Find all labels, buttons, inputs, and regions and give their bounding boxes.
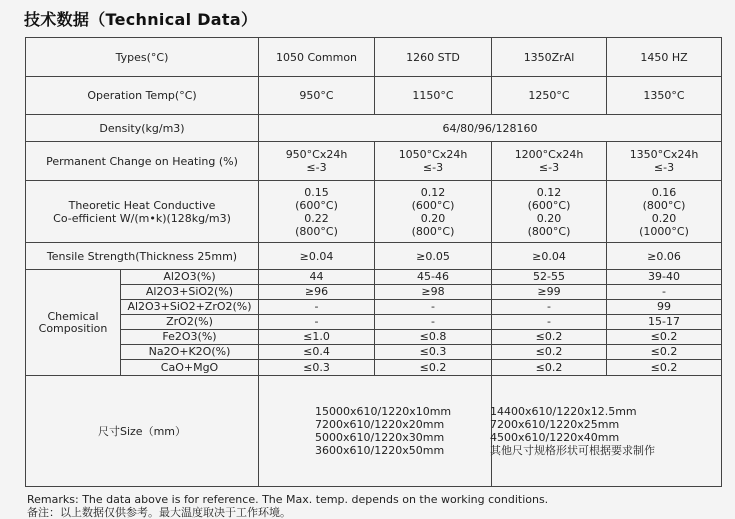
remarks-en: Remarks: The data above is for reference. The Max. temp. depends on the working conditions. [27,493,549,506]
tensile-value: ≥0.05 [375,243,492,270]
size-label: 尺寸Size（mm） [26,376,259,487]
operation-value: 950°C [259,77,375,115]
density-value: 64/80/96/128160 [259,115,722,142]
chem-row [26,360,722,376]
conductive-value: 0.12 (600°C) 0.20 (800°C) [375,181,492,243]
chem-value: 15-17 [607,315,722,330]
chem-value: ≤0.2 [492,330,607,345]
permanent-value: 1050°Cx24h ≤-3 [375,142,492,181]
permanent-value: 1200°Cx24h ≤-3 [492,142,607,181]
chem-value: ≤0.2 [607,345,722,360]
technical-data-table [25,37,722,487]
chem-row [26,345,722,360]
chem-name: ZrO2(%) [121,315,259,330]
tensile-label: Tensile Strength(Thickness 25mm) [26,243,259,270]
conductive-value: 0.16 (800°C) 0.20 (1000°C) [607,181,722,243]
permanent-value: 950°Cx24h ≤-3 [259,142,375,181]
chem-value: - [492,300,607,315]
chem-value: ≤0.3 [375,345,492,360]
chem-value: - [607,285,722,300]
size-list-right: 14400x610/1220x12.5mm 7200x610/1220x25mm 4500x610/1220x40mm 其他尺寸规格形状可根据要求制作 [490,376,720,487]
types-row [26,38,722,77]
tensile-value: ≥0.04 [492,243,607,270]
chem-value: ≤0.4 [259,345,375,360]
chem-name: Al2O3(%) [121,270,259,285]
chem-value: ≤0.2 [607,360,722,376]
density-label: Density(kg/m3) [26,115,259,142]
chem-value: - [492,315,607,330]
chem-value: ≤0.2 [492,345,607,360]
type-col-2: 1260 STD [375,38,492,77]
permanent-label: Permanent Change on Heating (%) [26,142,259,181]
chem-row [26,270,722,285]
operation-value: 1150°C [375,77,492,115]
chem-row [26,300,722,315]
chem-value: ≤0.2 [492,360,607,376]
chem-row [26,315,722,330]
chem-value: 99 [607,300,722,315]
operation-label: Operation Temp(°C) [26,77,259,115]
chem-value: ≤0.2 [375,360,492,376]
chem-name: CaO+MgO [121,360,259,376]
chem-value: ≤1.0 [259,330,375,345]
tensile-value: ≥0.04 [259,243,375,270]
chem-name: Fe2O3(%) [121,330,259,345]
chem-name: Al2O3+SiO2+ZrO2(%) [121,300,259,315]
permanent-row [26,142,722,181]
chem-value: - [259,300,375,315]
remarks-cn: 备注：以上数据仅供参考。最大温度取决于工作环境。 [27,506,291,519]
operation-value: 1350°C [607,77,722,115]
conductive-value: 0.12 (600°C) 0.20 (800°C) [492,181,607,243]
chem-value: 45-46 [375,270,492,285]
conductive-label: Theoretic Heat Conductive Co-efficient W/(m•k)(128kg/m3) [26,181,259,243]
size-list-left: 15000x610/1220x10mm 7200x610/1220x20mm 5000x610/1220x30mm 3600x610/1220x50mm [259,376,492,487]
chem-name: Na2O+K2O(%) [121,345,259,360]
size-row [26,376,722,487]
chem-value: - [375,315,492,330]
chem-name: Al2O3+SiO2(%) [121,285,259,300]
remarks [27,493,548,519]
type-col-4: 1450 HZ [607,38,722,77]
operation-row [26,77,722,115]
conductive-value: 0.15 (600°C) 0.22 (800°C) [259,181,375,243]
density-row [26,115,722,142]
types-label: Types(°C) [26,38,259,77]
chem-value: - [259,315,375,330]
chem-value: ≤0.3 [259,360,375,376]
chemical-label: Chemical Composition [26,270,121,376]
chem-value: ≤0.2 [607,330,722,345]
chem-value: 39-40 [607,270,722,285]
type-col-1: 1050 Common [259,38,375,77]
permanent-value: 1350°Cx24h ≤-3 [607,142,722,181]
chem-row [26,285,722,300]
chem-value: ≥98 [375,285,492,300]
conductive-row [26,181,722,243]
tensile-value: ≥0.06 [607,243,722,270]
chem-value: ≥96 [259,285,375,300]
chem-row [26,330,722,345]
chem-value: 44 [259,270,375,285]
chem-value: ≤0.8 [375,330,492,345]
chem-value: - [375,300,492,315]
operation-value: 1250°C [492,77,607,115]
chem-value: 52-55 [492,270,607,285]
tensile-row [26,243,722,270]
type-col-3: 1350ZrAl [492,38,607,77]
page-title: 技术数据（Technical Data） [24,10,258,29]
chem-value: ≥99 [492,285,607,300]
